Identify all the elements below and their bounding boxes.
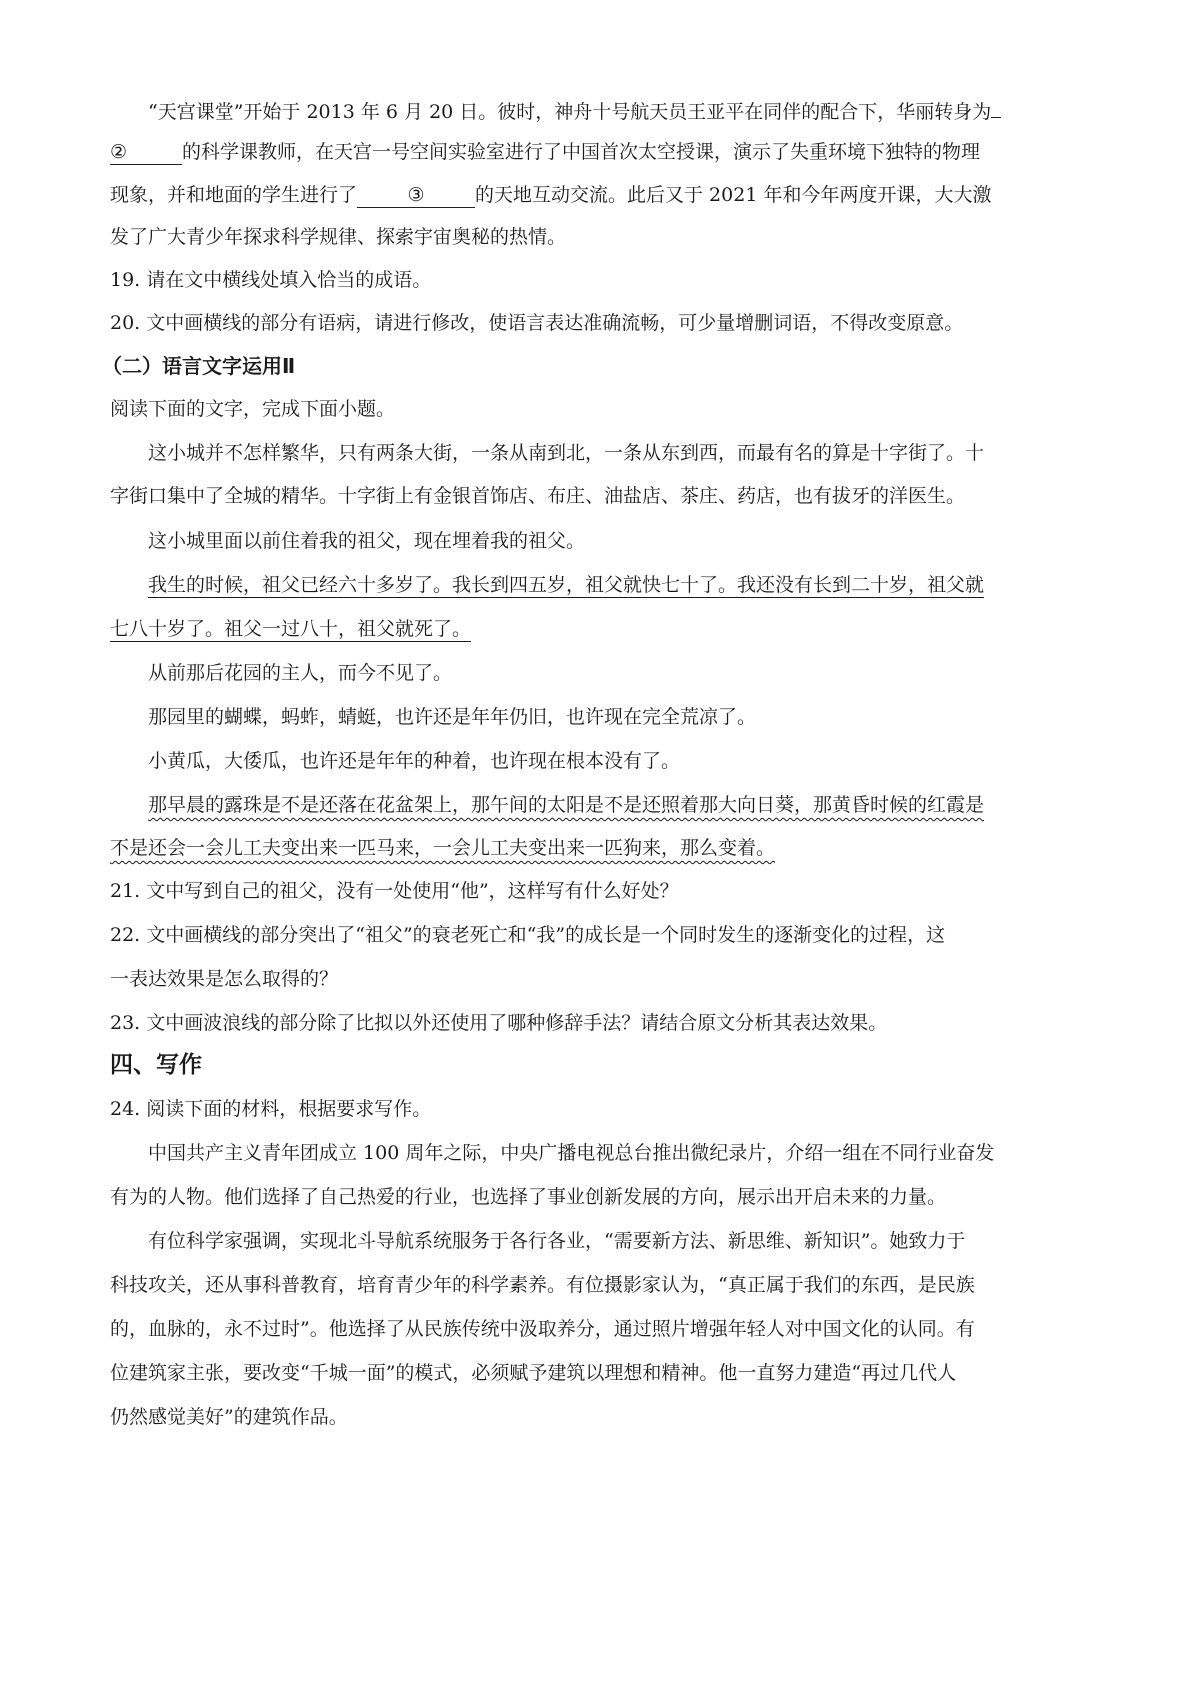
reading-para-3-line-2 xyxy=(110,604,1100,654)
writing-para-1-line-1: 中国共产主义青年团成立 100 周年之际，中央广播电视总台推出微纪录片，介绍一组在不同行业奋发 xyxy=(148,1142,995,1164)
question-20: 20. 文中画横线的部分有语病，请进行修改，使语言表达准确流畅，可少量增删词语，不得改变原意。 xyxy=(110,312,964,334)
reading-para-5: 那园里的蝴蝶，蚂蚱，蜻蜓，也许还是年年仍旧，也许现在完全荒凉了。 xyxy=(148,706,757,728)
reading-para-6: 小黄瓜，大倭瓜，也许还是年年的种着，也许现在根本没有了。 xyxy=(148,750,681,772)
question-22-line-1: 22. 文中画横线的部分突出了“祖父”的衰老死亡和“我”的成长是一个同时发生的逐渐变化的过程，这 xyxy=(110,924,946,946)
passage-line-4: 发了广大青少年探求科学规律、探索宇宙奥秘的热情。 xyxy=(110,226,567,248)
section-heading-2: （二）语言文字运用Ⅱ xyxy=(102,354,296,378)
passage-line-1: “天宫课堂”开始于 2013 年 6 月 20 日。彼时，神舟十号航天员王亚平在同伴的配合下，华丽转身为 xyxy=(110,87,1138,137)
question-22-line-2: 一表达效果是怎么取得的？ xyxy=(110,968,339,990)
blank-2: ② xyxy=(110,141,182,165)
wavy-underlined-text: 不是还会一会儿工夫变出来一匹马来，一会儿工夫变出来一匹狗来，那么变着。 xyxy=(110,837,776,859)
question-23: 23. 文中画波浪线的部分除了比拟以外还使用了哪种修辞手法？请结合原文分析其表达效果。 xyxy=(110,1012,888,1034)
writing-para-2-line-1: 有位科学家强调，实现北斗导航系统服务于各行各业，“需要新方法、新思维、新知识”。她致力于 xyxy=(148,1230,966,1252)
section-heading-4: 四、写作 xyxy=(110,1052,202,1078)
passage-line-2: ② 的科学课教师，在天宫一号空间实验室进行了中国首次太空授课，演示了失重环境下独特的物理 xyxy=(110,141,981,163)
passage-line-3: 现象，并和地面的学生进行了 ③ 的天地互动交流。此后又于 2021 年和今年两度开课，大大激 xyxy=(110,184,992,206)
question-24: 24. 阅读下面的材料，根据要求写作。 xyxy=(110,1098,432,1120)
blank-1 xyxy=(991,117,1001,118)
reading-instruction: 阅读下面的文字，完成下面小题。 xyxy=(110,398,396,420)
underlined-text: 七八十岁了。祖父一过八十，祖父就死了。 xyxy=(110,618,472,640)
reading-para-1-line-1: 这小城并不怎样繁华，只有两条大街，一条从南到北，一条从东到西，而最有名的算是十字街了。十 xyxy=(148,442,985,464)
reading-para-3-line-1 xyxy=(110,560,1138,610)
writing-para-2-line-5: 仍然感觉美好”的建筑作品。 xyxy=(110,1406,348,1428)
writing-para-2-line-3: 的，血脉的，永不过时”。他选择了从民族传统中汲取养分，通过照片增强年轻人对中国文化的认同。有 xyxy=(110,1318,975,1340)
blank-3: ③ xyxy=(357,184,475,208)
reading-para-1-line-2: 字街口集中了全城的精华。十字街上有金银首饰店、布庄、油盐店、茶庄、药店，也有拔牙的洋医生。 xyxy=(110,485,966,507)
reading-para-4: 从前那后花园的主人，而今不见了。 xyxy=(148,662,453,684)
writing-para-2-line-4: 位建筑家主张，要改变“千城一面”的模式，必须赋予建筑以理想和精神。他一直努力建造“再过几代人 xyxy=(110,1362,957,1384)
question-21: 21. 文中写到自己的祖父，没有一处使用“他”，这样写有什么好处？ xyxy=(110,880,679,902)
underlined-text: 我生的时候，祖父已经六十多岁了。我长到四五岁，祖父就快七十了。我还没有长到二十岁，祖父就 xyxy=(148,574,985,596)
reading-para-2: 这小城里面以前住着我的祖父，现在埋着我的祖父。 xyxy=(148,530,586,552)
writing-para-1-line-2: 有为的人物。他们选择了自己热爱的行业，也选择了事业创新发展的方向，展示出开启未来的力量。 xyxy=(110,1186,947,1208)
writing-para-2-line-2: 科技攻关，还从事科普教育，培育青少年的科学素养。有位摄影家认为，“真正属于我们的东西，是民族 xyxy=(110,1274,975,1296)
question-19: 19. 请在文中横线处填入恰当的成语。 xyxy=(110,269,432,291)
wavy-underlined-text: 那早晨的露珠是不是还落在花盆架上，那午间的太阳是不是还照着那大向日葵，那黄昏时候的红霞是 xyxy=(148,794,985,816)
